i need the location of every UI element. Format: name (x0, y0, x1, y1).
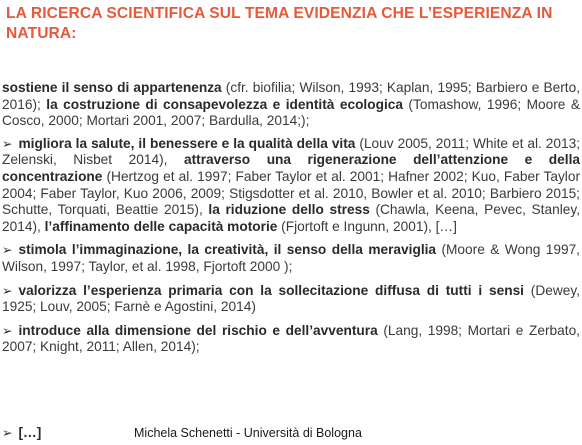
bold-phrase: la costruzione di consapevolezza e identità ecologica (46, 96, 403, 112)
slide-body (2, 80, 580, 363)
arrow-bullet-icon: ➢ (2, 243, 13, 258)
citation-text: (Moore & Wong 1997, Wilson, 1997; Taylor, et al. 1998, Fjortoft 2000 ); (2, 242, 580, 274)
paragraph-rischio (2, 323, 580, 356)
citation-text: (Tomashow, 1996; Moore & Cosco, 2000; Mortari 2001, 2007; Bardulla, 2014;); (2, 96, 580, 129)
arrow-bullet-icon: ➢ (2, 283, 13, 298)
citation-text: (Dewey, 1925; Louv, 2005; Farnè e Agostini, 2014) (2, 282, 580, 315)
slide-title: LA RICERCA SCIENTIFICA SUL TEMA EVIDENZIA CHE L’ESPERIENZA IN NATURA: (6, 5, 553, 42)
slide-footer (2, 425, 580, 441)
paragraph-salute (2, 136, 580, 236)
bold-phrase: migliora la salute, il benessere e la qualità della vita (18, 135, 356, 151)
arrow-bullet-icon: ➢ (2, 426, 13, 440)
bold-phrase: la riduzione dello stress (208, 202, 370, 218)
arrow-bullet-icon: ➢ (2, 323, 13, 338)
bold-phrase: introduce alla dimensione del rischio e dell’avventura (18, 322, 378, 338)
citation-text: (Fjortoft e Ingunn, 2001), […] (277, 218, 457, 234)
paragraph-sensi (2, 283, 580, 316)
citation-text: (Chawla, Keena, Pevec, Stanley, 2014), (2, 202, 580, 234)
bold-phrase: stimola l’immaginazione, la creatività, il senso della meraviglia (18, 242, 437, 258)
paragraph-appartenenza (2, 80, 580, 130)
bold-phrase: sostiene il senso di appartenenza (2, 80, 222, 95)
citation-text: (Hertzog et al. 1997; Faber Taylor et al. 2001; Hafner 2002; Kuo, Faber Taylor 2004; Faber Taylor, Kuo 2006, 2009; Stigsdotter et al. 2010, Bowler et al. 2010; Barbiero 2015; Schutte, Torquati, Beattie 2015), (2, 168, 580, 218)
author-credit: Michela Schenetti - Università di Bologna (134, 426, 362, 440)
bold-phrase: valorizza l’esperienza primaria con la sollecitazione diffusa di tutti i sensi (18, 282, 524, 298)
bold-phrase: attraverso una rigenerazione dell’attenzione e della concentrazione (2, 152, 580, 184)
paragraph-immaginazione (2, 242, 580, 275)
footer-ellipsis: […] (18, 425, 42, 440)
arrow-bullet-icon: ➢ (2, 136, 13, 151)
citation-text: (cfr. biofilia; Wilson, 1993; Kaplan, 1995; Barbiero e Berto, 2016); (2, 80, 580, 112)
citation-text: (Louv 2005, 2011; White et al. 2013; Zelenski, Nisbet 2014), (2, 135, 580, 168)
citation-text: (Lang, 1998; Mortari e Zerbato, 2007; Knight, 2011; Allen, 2014); (2, 322, 580, 355)
bold-phrase: l’affinamento delle capacità motorie (44, 218, 278, 234)
